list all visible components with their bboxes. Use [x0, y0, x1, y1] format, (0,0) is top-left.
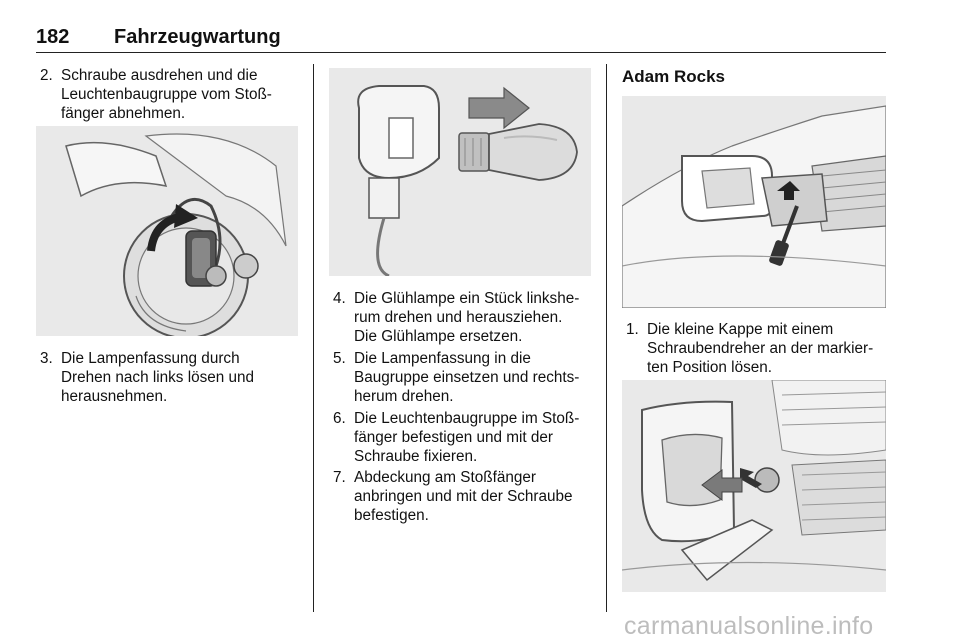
step-text-line: befestigen.: [354, 507, 429, 524]
step-text-line: Schraubendreher an der markier-: [647, 340, 874, 357]
figure-lamp-assembly: [36, 126, 298, 336]
step-text-line: Schraube ausdrehen und die: [61, 67, 258, 84]
step-text-line: rum drehen und herausziehen.: [354, 309, 563, 326]
step-text-line: herausnehmen.: [61, 388, 168, 405]
step-text-line: Abdeckung am Stoßfänger: [354, 469, 536, 486]
step-text-line: Die Leuchtenbaugruppe im Stoß-: [354, 410, 580, 427]
step-number: 2.: [40, 67, 53, 84]
chapter-title: Fahrzeugwartung: [114, 26, 281, 48]
step-text-line: Leuchtenbaugruppe vom Stoß-: [61, 86, 272, 103]
step-number: 5.: [333, 350, 346, 367]
step-number: 4.: [333, 290, 346, 307]
foglight-housing-illustration: [622, 380, 886, 592]
step-number: 7.: [333, 469, 346, 486]
step-text-line: Die Glühlampe ein Stück linkshe-: [354, 290, 580, 307]
step-number: 3.: [40, 350, 53, 367]
step-text-line: Schraube fixieren.: [354, 448, 478, 465]
step-text-line: Die Lampenfassung in die: [354, 350, 531, 367]
step-text-line: herum drehen.: [354, 388, 454, 405]
step-text-line: Die kleine Kappe mit einem: [647, 321, 834, 338]
step-text-line: ten Position lösen.: [647, 359, 773, 376]
column-divider-1: [313, 64, 314, 612]
step-text-line: fänger befestigen und mit der: [354, 429, 553, 446]
step-number: 6.: [333, 410, 346, 427]
step-text-line: Die Glühlampe ersetzen.: [354, 328, 523, 345]
lamp-assembly-illustration: [36, 126, 298, 336]
watermark: carmanualsonline.info: [624, 612, 874, 640]
bumper-cap-illustration: [622, 96, 886, 308]
step-number: 1.: [626, 321, 639, 338]
step-text-line: anbringen und mit der Schraube: [354, 488, 573, 505]
header-rule: [36, 52, 886, 53]
page-header: [36, 26, 886, 54]
figure-bulb-removal: [329, 68, 591, 276]
section-title: Adam Rocks: [622, 67, 725, 86]
figure-foglight-housing: [622, 380, 886, 592]
step-text-line: Die Lampenfassung durch: [61, 350, 240, 367]
step-text-line: Baugruppe einsetzen und rechts-: [354, 369, 580, 386]
page-number: 182: [36, 26, 70, 48]
figure-bumper-cap: [622, 96, 886, 308]
column-divider-2: [606, 64, 607, 612]
step-text-line: fänger abnehmen.: [61, 105, 186, 122]
step-text-line: Drehen nach links lösen und: [61, 369, 255, 386]
bulb-removal-illustration: [329, 68, 591, 276]
